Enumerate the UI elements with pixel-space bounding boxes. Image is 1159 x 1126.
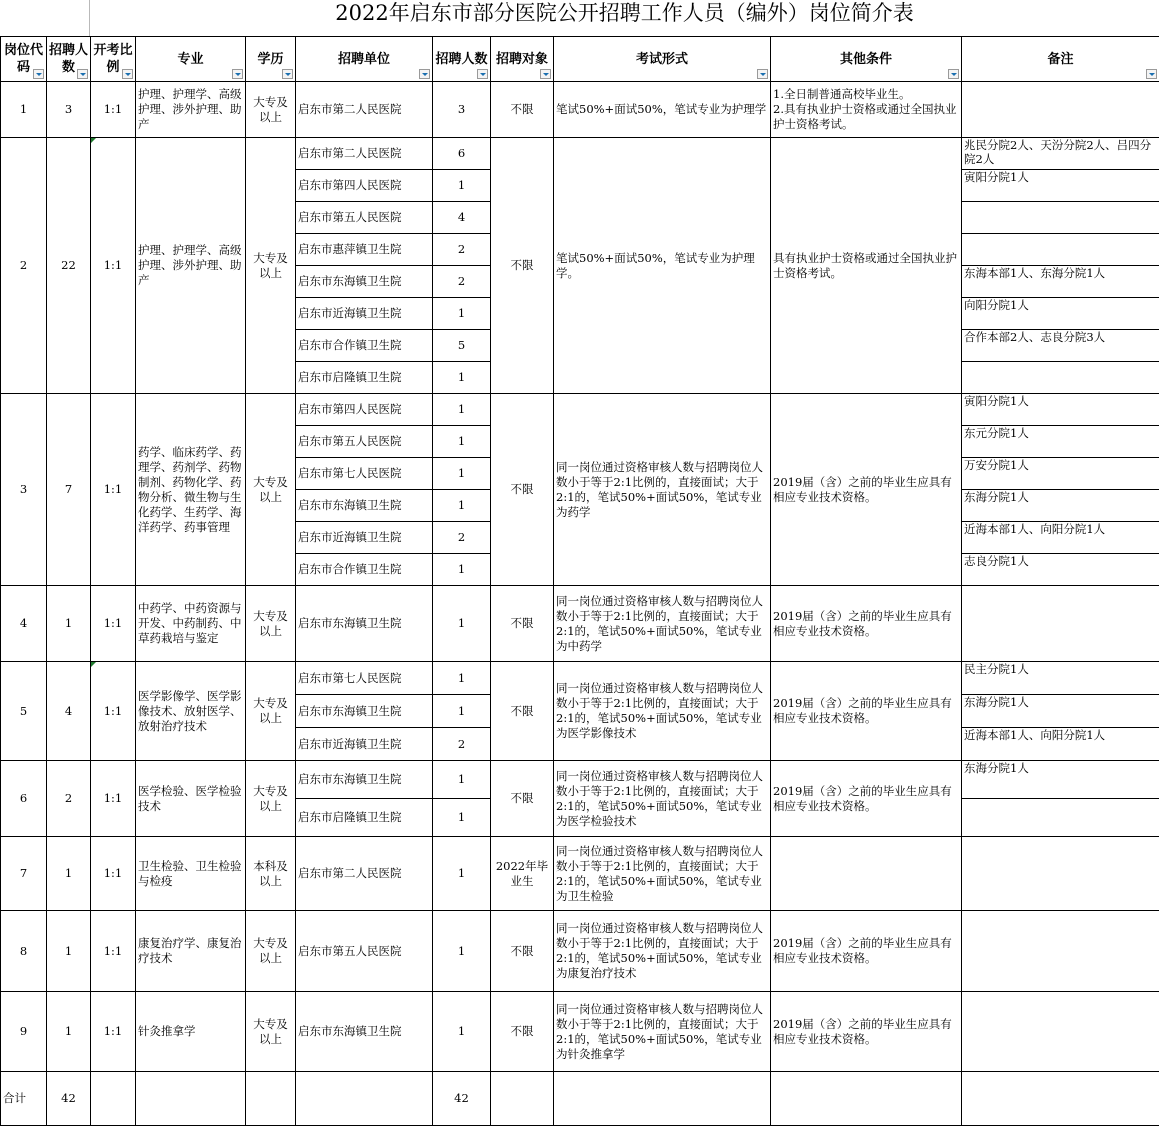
ratio-cell[interactable]: 1:1 (91, 586, 136, 662)
target-cell[interactable]: 不限 (491, 138, 554, 394)
code-cell[interactable]: 5 (1, 662, 47, 761)
code-cell[interactable]: 4 (1, 586, 47, 662)
title-gutter-cell[interactable] (0, 0, 90, 36)
total-ratio-cell[interactable] (91, 1072, 136, 1126)
major-cell[interactable]: 护理、护理学、高级护理、涉外护理、助产 (136, 138, 246, 394)
filter-dropdown-icon[interactable] (419, 69, 430, 79)
exam-cell[interactable]: 笔试50%+面试50%，笔试专业为护理学 (554, 82, 771, 138)
header-recruit-count[interactable] (47, 37, 91, 82)
unit-cell[interactable]: 启东市东海镇卫生院 (296, 992, 433, 1072)
header-conditions[interactable] (771, 37, 962, 82)
remarks-cell[interactable]: 近海本部1人、向阳分院1人 (962, 728, 1159, 761)
total-conditions-cell[interactable] (771, 1072, 962, 1126)
header-exam[interactable] (554, 37, 771, 82)
remarks-cell[interactable]: 东海本部1人、东海分院1人 (962, 266, 1159, 298)
ratio-cell[interactable]: 1:1 (91, 662, 136, 761)
exam-cell[interactable]: 笔试50%+面试50%，笔试专业为护理学。 (554, 138, 771, 394)
unit-count-cell[interactable]: 3 (433, 82, 491, 138)
header-unit-count[interactable] (433, 37, 491, 82)
filter-dropdown-icon[interactable] (77, 69, 88, 79)
unit-cell[interactable]: 启东市合作镇卫生院 (296, 330, 433, 362)
unit-count-cell[interactable]: 1 (433, 490, 491, 522)
unit-cell[interactable]: 启东市第七人民医院 (296, 662, 433, 695)
conditions-cell[interactable]: 2019届（含）之前的毕业生应具有相应专业技术资格。 (771, 992, 962, 1072)
code-cell[interactable]: 9 (1, 992, 47, 1072)
education-cell[interactable]: 本科及以上 (246, 837, 296, 911)
total-exam-cell[interactable] (554, 1072, 771, 1126)
target-cell[interactable]: 不限 (491, 761, 554, 837)
code-cell[interactable]: 7 (1, 837, 47, 911)
unit-count-cell[interactable]: 1 (433, 458, 491, 490)
header-code[interactable] (1, 37, 47, 82)
unit-cell[interactable]: 启东市第五人民医院 (296, 202, 433, 234)
remarks-cell[interactable] (962, 837, 1159, 911)
exam-cell[interactable]: 同一岗位通过资格审核人数与招聘岗位人数小于等于2:1比例的，直接面试；大于2:1的，笔试50%+面试50%，笔试专业为医学影像技术 (554, 662, 771, 761)
table-row (1, 761, 1159, 799)
exam-cell[interactable]: 同一岗位通过资格审核人数与招聘岗位人数小于等于2:1比例的，直接面试；大于2:1的，笔试50%+面试50%，笔试专业为卫生检验 (554, 837, 771, 911)
remarks-cell[interactable] (962, 911, 1159, 992)
header-row (1, 37, 1159, 82)
unit-cell[interactable]: 启东市第二人民医院 (296, 138, 433, 170)
header-exam-label: 考试形式 (636, 52, 688, 67)
header-target[interactable] (491, 37, 554, 82)
target-cell[interactable]: 2022年毕业生 (491, 837, 554, 911)
ratio-cell[interactable]: 1:1 (91, 394, 136, 586)
total-label-cell[interactable]: 合计 (1, 1072, 47, 1126)
total-remarks-cell[interactable] (962, 1072, 1159, 1126)
unit-cell[interactable]: 启东市启隆镇卫生院 (296, 362, 433, 394)
unit-cell[interactable]: 启东市第二人民医院 (296, 82, 433, 138)
unit-cell[interactable]: 启东市东海镇卫生院 (296, 490, 433, 522)
unit-count-cell[interactable]: 1 (433, 298, 491, 330)
unit-count-cell[interactable]: 1 (433, 426, 491, 458)
table-row (1, 837, 1159, 911)
major-cell[interactable]: 中药学、中药资源与开发、中药制药、中草药栽培与鉴定 (136, 586, 246, 662)
table-row (1, 82, 1159, 138)
education-cell[interactable]: 大专及以上 (246, 586, 296, 662)
filter-dropdown-icon[interactable] (757, 69, 768, 79)
table-row (1, 394, 1159, 426)
remarks-cell[interactable]: 东海分院1人 (962, 761, 1159, 799)
remarks-cell[interactable]: 寅阳分院1人 (962, 394, 1159, 426)
total-unit-count-cell[interactable]: 42 (433, 1072, 491, 1126)
education-cell[interactable]: 大专及以上 (246, 138, 296, 394)
education-cell[interactable]: 大专及以上 (246, 662, 296, 761)
unit-count-cell[interactable]: 6 (433, 138, 491, 170)
unit-cell[interactable]: 启东市惠萍镇卫生院 (296, 234, 433, 266)
recruit-count-cell[interactable]: 3 (47, 82, 91, 138)
remarks-cell[interactable]: 寅阳分院1人 (962, 170, 1159, 202)
unit-cell[interactable]: 启东市东海镇卫生院 (296, 761, 433, 799)
unit-cell[interactable]: 启东市东海镇卫生院 (296, 695, 433, 728)
code-cell[interactable]: 8 (1, 911, 47, 992)
target-cell[interactable]: 不限 (491, 394, 554, 586)
filter-dropdown-icon[interactable] (122, 69, 133, 79)
remarks-cell[interactable] (962, 586, 1159, 662)
filter-dropdown-icon[interactable] (540, 69, 551, 79)
exam-cell[interactable]: 同一岗位通过资格审核人数与招聘岗位人数小于等于2:1比例的，直接面试；大于2:1的，笔试50%+面试50%，笔试专业为中药学 (554, 586, 771, 662)
filter-dropdown-icon[interactable] (477, 69, 488, 79)
unit-count-cell[interactable]: 5 (433, 330, 491, 362)
unit-cell[interactable]: 启东市东海镇卫生院 (296, 586, 433, 662)
header-unit-count-label: 招聘人数 (435, 52, 487, 67)
major-cell[interactable]: 康复治疗学、康复治疗技术 (136, 911, 246, 992)
header-target-label: 招聘对象 (496, 52, 548, 67)
target-cell[interactable]: 不限 (491, 586, 554, 662)
unit-cell[interactable]: 启东市启隆镇卫生院 (296, 799, 433, 837)
unit-count-cell[interactable]: 2 (433, 266, 491, 298)
code-cell[interactable]: 3 (1, 394, 47, 586)
unit-cell[interactable]: 启东市近海镇卫生院 (296, 728, 433, 761)
remarks-cell[interactable]: 万安分院1人 (962, 458, 1159, 490)
conditions-cell[interactable]: 2019届（含）之前的毕业生应具有相应专业技术资格。 (771, 761, 962, 837)
remarks-cell[interactable] (962, 202, 1159, 234)
unit-cell[interactable]: 启东市近海镇卫生院 (296, 522, 433, 554)
recruit-count-cell[interactable]: 7 (47, 394, 91, 586)
header-unit-label: 招聘单位 (338, 52, 390, 67)
conditions-cell[interactable] (771, 837, 962, 911)
exam-cell[interactable]: 同一岗位通过资格审核人数与招聘岗位人数小于等于2:1比例的，直接面试；大于2:1的，笔试50%+面试50%，笔试专业为药学 (554, 394, 771, 586)
education-cell[interactable]: 大专及以上 (246, 911, 296, 992)
total-major-cell[interactable] (136, 1072, 246, 1126)
recruit-count-cell[interactable]: 1 (47, 837, 91, 911)
unit-count-cell[interactable]: 2 (433, 234, 491, 266)
remarks-cell[interactable] (962, 82, 1159, 138)
header-education-label: 学历 (257, 52, 283, 67)
remarks-cell[interactable] (962, 234, 1159, 266)
table-row (1, 662, 1159, 695)
header-education[interactable] (246, 37, 296, 82)
recruit-count-cell[interactable]: 1 (47, 911, 91, 992)
unit-cell[interactable]: 启东市第五人民医院 (296, 911, 433, 992)
target-cell[interactable]: 不限 (491, 82, 554, 138)
ratio-cell[interactable]: 1:1 (91, 992, 136, 1072)
target-cell[interactable]: 不限 (491, 992, 554, 1072)
unit-count-cell[interactable]: 1 (433, 554, 491, 586)
total-target-cell[interactable] (491, 1072, 554, 1126)
unit-count-cell[interactable]: 1 (433, 170, 491, 202)
filter-dropdown-icon[interactable] (282, 69, 293, 79)
education-cell[interactable]: 大专及以上 (246, 394, 296, 586)
exam-cell[interactable]: 同一岗位通过资格审核人数与招聘岗位人数小于等于2:1比例的，直接面试；大于2:1的，笔试50%+面试50%，笔试专业为针灸推拿学 (554, 992, 771, 1072)
remarks-cell[interactable]: 兆民分院2人、天汾分院2人、吕四分院2人 (962, 138, 1159, 170)
recruit-count-cell[interactable]: 4 (47, 662, 91, 761)
remarks-cell[interactable] (962, 799, 1159, 837)
recruit-count-cell[interactable]: 1 (47, 992, 91, 1072)
recruit-count-cell[interactable]: 2 (47, 761, 91, 837)
total-unit-cell[interactable] (296, 1072, 433, 1126)
unit-cell[interactable]: 启东市第二人民医院 (296, 837, 433, 911)
unit-count-cell[interactable]: 1 (433, 362, 491, 394)
conditions-cell[interactable]: 2019届（含）之前的毕业生应具有相应专业技术资格。 (771, 586, 962, 662)
unit-count-cell[interactable]: 4 (433, 202, 491, 234)
unit-count-cell[interactable]: 1 (433, 799, 491, 837)
unit-count-cell[interactable]: 1 (433, 911, 491, 992)
education-cell[interactable]: 大专及以上 (246, 992, 296, 1072)
remarks-cell[interactable]: 志良分院1人 (962, 554, 1159, 586)
title-row (0, 0, 1159, 36)
header-code-label: 岗位代码 (4, 43, 43, 75)
remarks-cell[interactable] (962, 992, 1159, 1072)
unit-count-cell[interactable]: 1 (433, 662, 491, 695)
major-cell[interactable]: 护理、护理学、高级护理、涉外护理、助产 (136, 82, 246, 138)
major-cell[interactable]: 药学、临床药学、药理学、药剂学、药物制剂、药物化学、药物分析、微生物与生化药学、生药学、海洋药学、药事管理 (136, 394, 246, 586)
filter-dropdown-icon[interactable] (232, 69, 243, 79)
remarks-cell[interactable] (962, 362, 1159, 394)
target-cell[interactable]: 不限 (491, 662, 554, 761)
major-cell[interactable]: 医学检验、医学检验技术 (136, 761, 246, 837)
header-remarks[interactable] (962, 37, 1159, 82)
education-cell[interactable]: 大专及以上 (246, 82, 296, 138)
table-row (1, 138, 1159, 170)
total-education-cell[interactable] (246, 1072, 296, 1126)
header-major[interactable] (136, 37, 246, 82)
total-row (1, 1072, 1159, 1126)
unit-count-cell[interactable]: 1 (433, 695, 491, 728)
conditions-cell[interactable]: 1.全日制普通高校毕业生。 2.具有执业护士资格或通过全国执业护士资格考试。 (771, 82, 962, 138)
exam-cell[interactable]: 同一岗位通过资格审核人数与招聘岗位人数小于等于2:1比例的，直接面试；大于2:1的，笔试50%+面试50%，笔试专业为康复治疗技术 (554, 911, 771, 992)
remarks-cell[interactable]: 合作本部2人、志良分院3人 (962, 330, 1159, 362)
major-cell[interactable]: 医学影像学、医学影像技术、放射医学、放射治疗技术 (136, 662, 246, 761)
education-cell[interactable]: 大专及以上 (246, 761, 296, 837)
conditions-cell[interactable]: 具有执业护士资格或通过全国执业护士资格考试。 (771, 138, 962, 394)
ratio-cell[interactable]: 1:1 (91, 82, 136, 138)
unit-cell[interactable]: 启东市合作镇卫生院 (296, 554, 433, 586)
unit-count-cell[interactable]: 1 (433, 761, 491, 799)
recruit-count-cell[interactable]: 1 (47, 586, 91, 662)
unit-count-cell[interactable]: 1 (433, 837, 491, 911)
job-table (0, 36, 1159, 1126)
table-row (1, 586, 1159, 662)
remarks-cell[interactable]: 东海分院1人 (962, 490, 1159, 522)
unit-count-cell[interactable]: 1 (433, 992, 491, 1072)
remarks-cell[interactable]: 东海分院1人 (962, 695, 1159, 728)
code-cell[interactable]: 6 (1, 761, 47, 837)
table-body (1, 82, 1159, 1126)
unit-count-cell[interactable]: 1 (433, 586, 491, 662)
header-ratio-label: 开考比例 (93, 43, 132, 75)
header-conditions-label: 其他条件 (840, 52, 892, 67)
major-cell[interactable]: 针灸推拿学 (136, 992, 246, 1072)
unit-cell[interactable]: 启东市近海镇卫生院 (296, 298, 433, 330)
unit-count-cell[interactable]: 2 (433, 728, 491, 761)
filter-dropdown-icon[interactable] (33, 69, 44, 79)
ratio-cell[interactable]: 1:1 (91, 138, 136, 394)
table-row (1, 911, 1159, 992)
code-cell[interactable]: 2 (1, 138, 47, 394)
header-remarks-label: 备注 (1047, 52, 1073, 67)
remarks-cell[interactable]: 近海本部1人、向阳分院1人 (962, 522, 1159, 554)
unit-count-cell[interactable]: 1 (433, 394, 491, 426)
ratio-cell[interactable]: 1:1 (91, 911, 136, 992)
major-cell[interactable]: 卫生检验、卫生检验与检疫 (136, 837, 246, 911)
page-title[interactable]: 2022年启东市部分医院公开招聘工作人员（编外）岗位简介表 (90, 0, 1159, 36)
remarks-cell[interactable]: 民主分院1人 (962, 662, 1159, 695)
header-major-label: 专业 (177, 52, 203, 67)
filter-dropdown-icon[interactable] (948, 69, 959, 79)
ratio-cell[interactable]: 1:1 (91, 761, 136, 837)
total-count-cell[interactable]: 42 (47, 1072, 91, 1126)
conditions-cell[interactable]: 2019届（含）之前的毕业生应具有相应专业技术资格。 (771, 911, 962, 992)
unit-cell[interactable]: 启东市第七人民医院 (296, 458, 433, 490)
unit-cell[interactable]: 启东市第四人民医院 (296, 170, 433, 202)
code-cell[interactable]: 1 (1, 82, 47, 138)
unit-cell[interactable]: 启东市第五人民医院 (296, 426, 433, 458)
conditions-cell[interactable]: 2019届（含）之前的毕业生应具有相应专业技术资格。 (771, 662, 962, 761)
target-cell[interactable]: 不限 (491, 911, 554, 992)
table-row (1, 992, 1159, 1072)
header-unit[interactable] (296, 37, 433, 82)
unit-cell[interactable]: 启东市第四人民医院 (296, 394, 433, 426)
ratio-cell[interactable]: 1:1 (91, 837, 136, 911)
exam-cell[interactable]: 同一岗位通过资格审核人数与招聘岗位人数小于等于2:1比例的，直接面试；大于2:1的，笔试50%+面试50%，笔试专业为医学检验技术 (554, 761, 771, 837)
remarks-cell[interactable]: 东元分院1人 (962, 426, 1159, 458)
conditions-cell[interactable]: 2019届（含）之前的毕业生应具有相应专业技术资格。 (771, 394, 962, 586)
header-ratio[interactable] (91, 37, 136, 82)
filter-dropdown-icon[interactable] (1146, 69, 1157, 79)
header-recruit-count-label: 招聘人数 (49, 43, 88, 75)
unit-count-cell[interactable]: 2 (433, 522, 491, 554)
remarks-cell[interactable]: 向阳分院1人 (962, 298, 1159, 330)
unit-cell[interactable]: 启东市东海镇卫生院 (296, 266, 433, 298)
recruit-count-cell[interactable]: 22 (47, 138, 91, 394)
